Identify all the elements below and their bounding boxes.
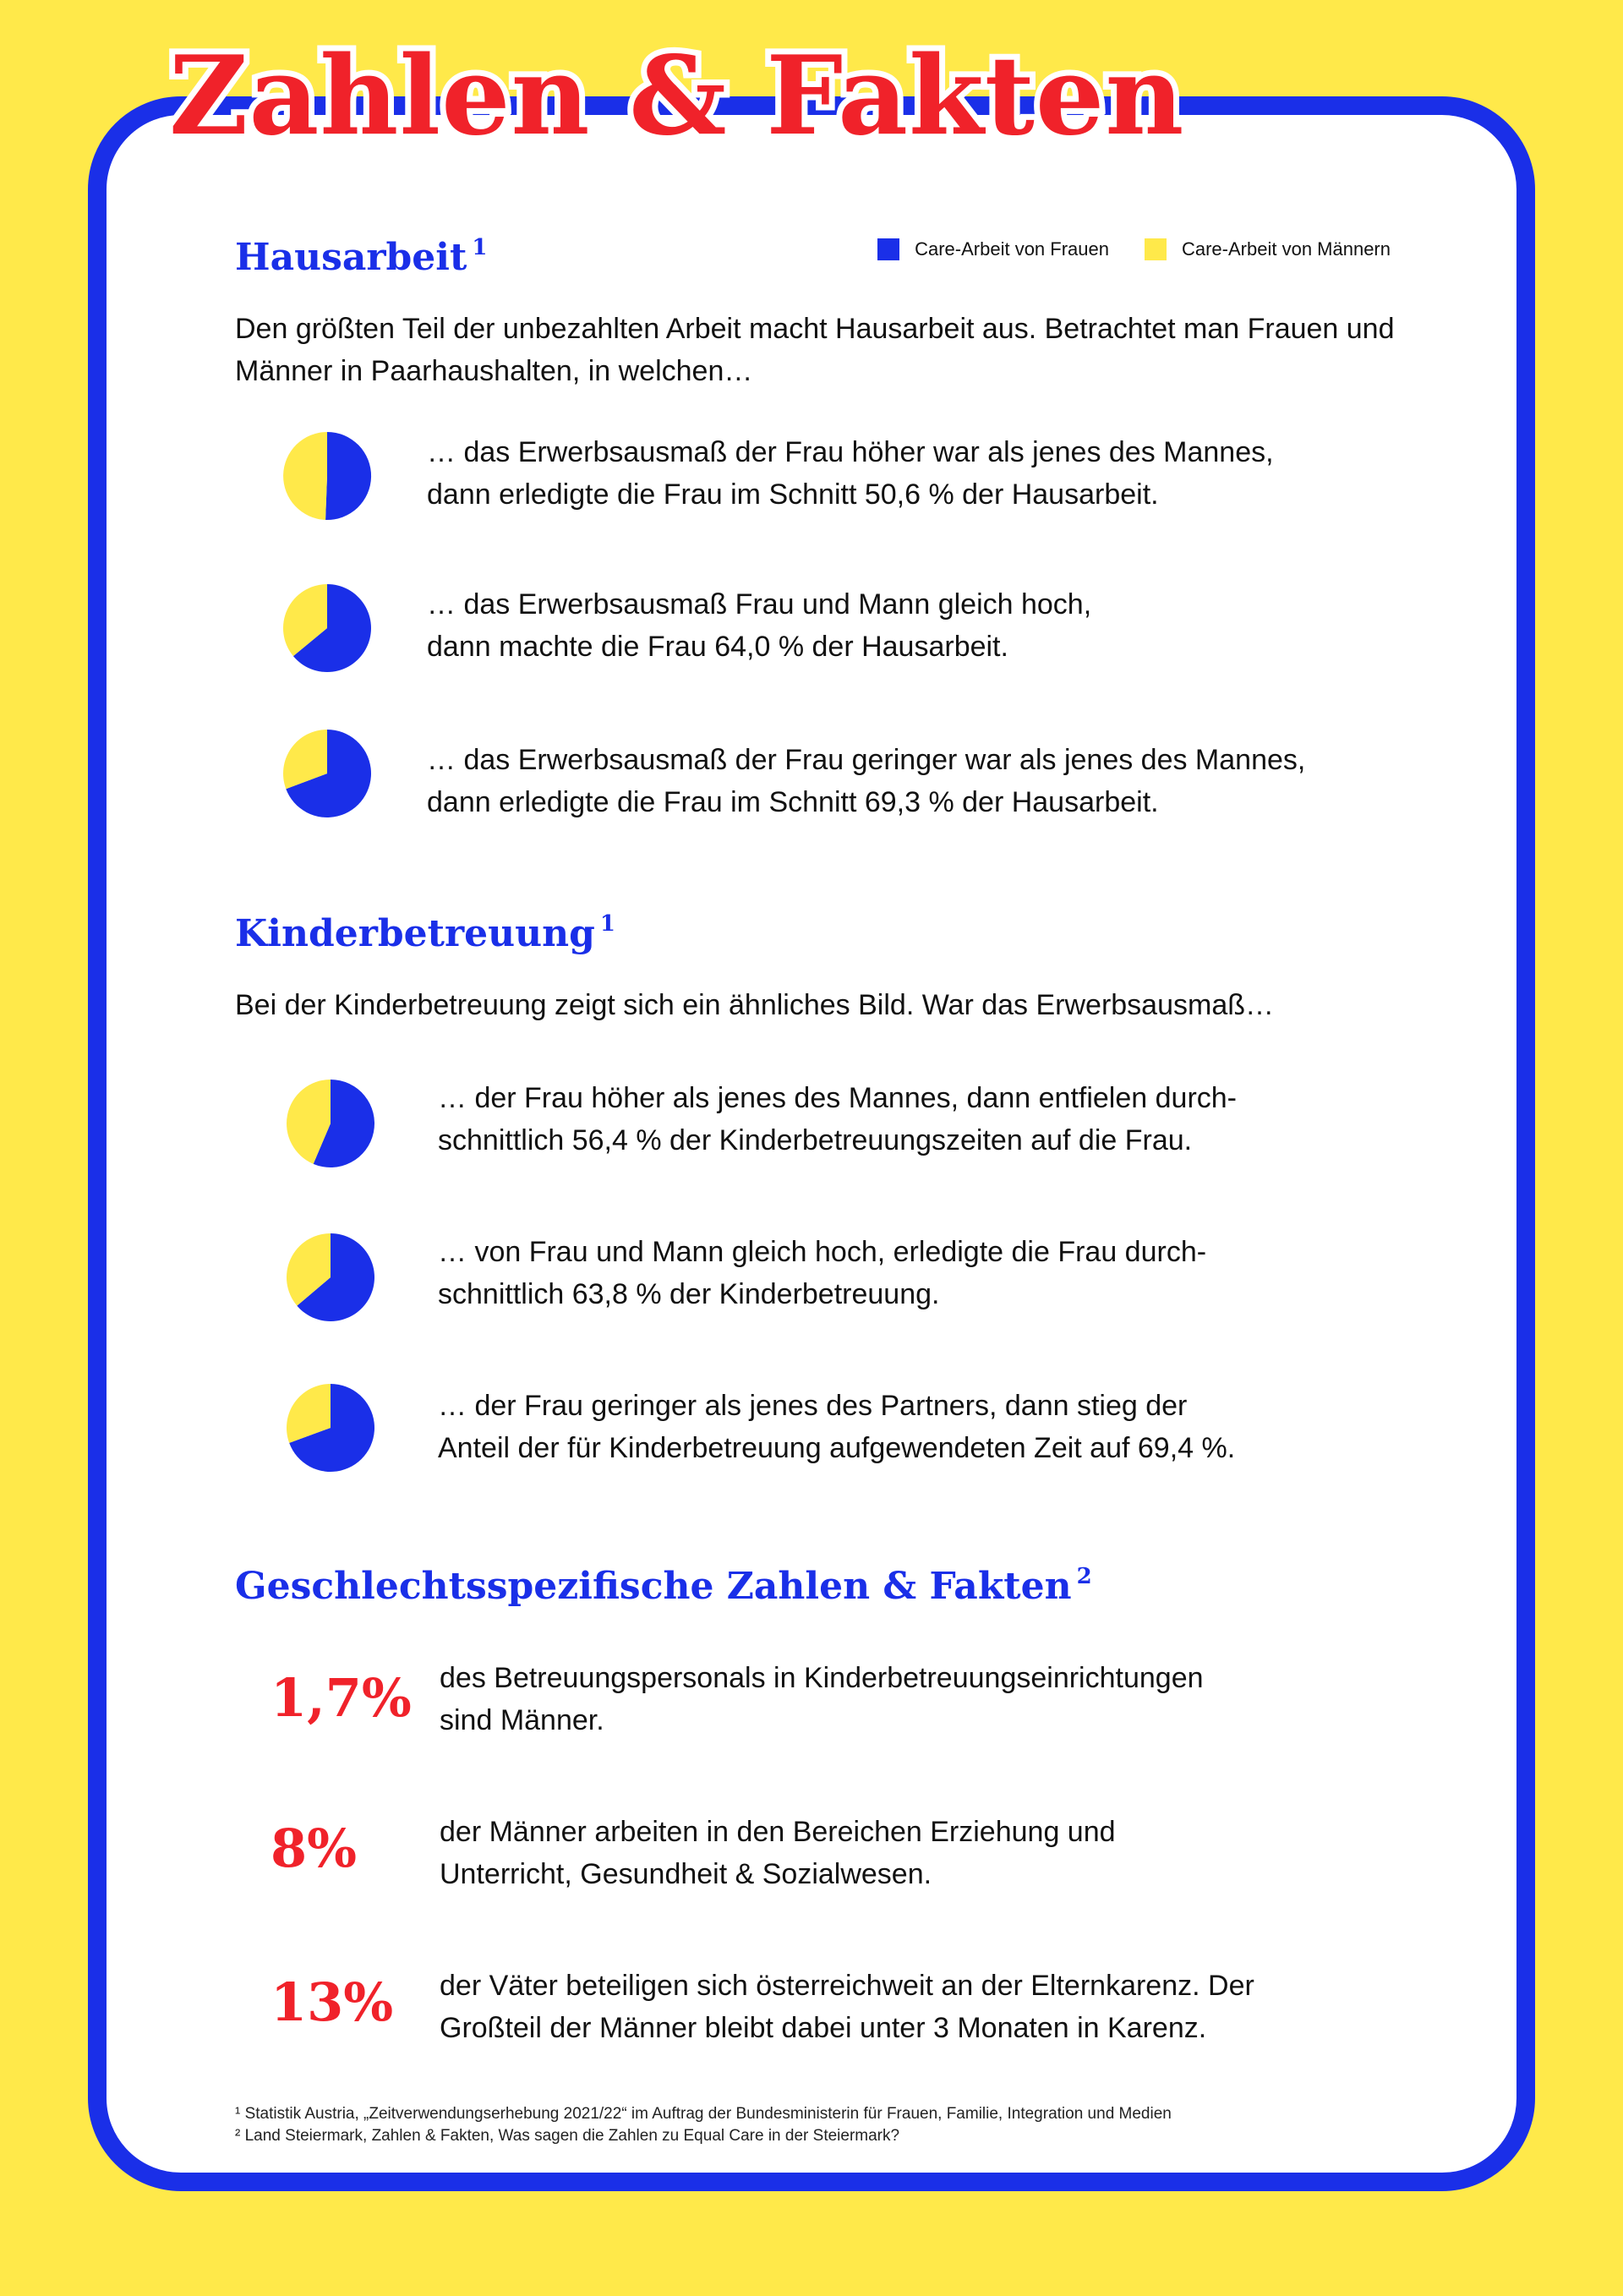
main-title: Zahlen & Fakten	[169, 33, 1185, 160]
row-text-hausarbeit-3: … das Erwerbsausmaß der Frau geringer war als jenes des Mannes, dann erledigte die Frau im Schnitt 69,3 % der Hausarbeit.	[427, 744, 1306, 818]
section-title-kinderbetreuung	[235, 913, 615, 953]
pie-chart	[281, 582, 374, 675]
row-text-kinderbetreuung-3: … der Frau geringer als jenes des Partners, dann stieg der Anteil der für Kinderbetreuung aufgewendeten Zeit auf 69,4 %.	[438, 1390, 1236, 1464]
footnote-ref: 2	[1076, 1564, 1092, 1589]
row-text-hausarbeit-1: … das Erwerbsausmaß der Frau höher war als jenes des Mannes, dann erledigte die Frau im Schnitt 50,6 % der Hausarbeit.	[427, 436, 1274, 511]
stat-value-3: 13%	[270, 1971, 394, 2033]
legend-label-women: Care-Arbeit von Frauen	[915, 238, 1109, 260]
legend-label-men: Care-Arbeit von Männern	[1181, 238, 1391, 260]
pie-chart	[284, 1231, 377, 1324]
stat-text-1: des Betreuungspersonals in Kinderbetreuungseinrichtungen sind Männer.	[440, 1662, 1204, 1736]
intro-kinderbetreuung: Bei der Kinderbetreuung zeigt sich ein ähnliches Bild. War das Erwerbsausmaß…	[235, 989, 1274, 1021]
legend-swatch-men	[1145, 238, 1167, 260]
section-title-hausarbeit-text: Hausarbeit	[235, 236, 467, 279]
legend-item-women	[877, 238, 1109, 260]
legend-swatch-women	[877, 238, 899, 260]
section-title-kinderbetreuung-text: Kinderbetreuung	[235, 912, 595, 955]
stat-text-2: der Männer arbeiten in den Bereichen Erziehung und Unterricht, Gesundheit & Sozialwesen.	[440, 1816, 1116, 1890]
legend	[854, 238, 1391, 260]
pie-chart	[281, 429, 374, 522]
pie-chart	[284, 1381, 377, 1474]
footnotes	[235, 2103, 1172, 2147]
pie-chart	[281, 727, 374, 820]
stat-value-1: 1,7%	[270, 1667, 412, 1729]
pie-slice-women	[325, 432, 371, 520]
section-title-hausarbeit	[235, 235, 488, 279]
footnote-ref: 1	[599, 911, 615, 937]
intro-hausarbeit: Den größten Teil der unbezahlten Arbeit macht Hausarbeit aus. Betrachtet man Frauen und Männer in Paarhaushalten, in welchen…	[235, 313, 1395, 387]
row-text-kinderbetreuung-2: … von Frau und Mann gleich hoch, erledigte die Frau durch- schnittlich 63,8 % der Kinderbetreuung.	[438, 1236, 1207, 1310]
row-text-kinderbetreuung-1: … der Frau höher als jenes des Mannes, dann entfielen durch- schnittlich 56,4 % der Kinderbetreuungszeiten auf die Frau.	[438, 1082, 1237, 1156]
stat-value-2: 8%	[270, 1818, 358, 1879]
legend-item-men	[1145, 238, 1391, 260]
section-title-stats	[235, 1564, 1092, 1608]
footnote-ref: 1	[472, 235, 488, 260]
stat-text-3: der Väter beteiligen sich österreichweit an der Elternkarenz. Der Großteil der Männer bleibt dabei unter 3 Monaten in Karenz.	[440, 1970, 1254, 2044]
footnote-1: ¹ Statistik Austria, „Zeitverwendungserhebung 2021/22“ im Auftrag der Bundesministerin für Frauen, Familie, Integration und Medien	[235, 2105, 1172, 2123]
pie-slice-men	[283, 432, 327, 520]
pie-chart	[284, 1077, 377, 1170]
row-text-hausarbeit-2: … das Erwerbsausmaß Frau und Mann gleich hoch, dann machte die Frau 64,0 % der Hausarbeit.	[427, 588, 1092, 663]
section-title-stats-text: Geschlechtsspezifische Zahlen & Fakten	[235, 1565, 1072, 1608]
footnote-2: ² Land Steiermark, Zahlen & Fakten, Was sagen die Zahlen zu Equal Care in der Steiermark?	[235, 2127, 900, 2145]
